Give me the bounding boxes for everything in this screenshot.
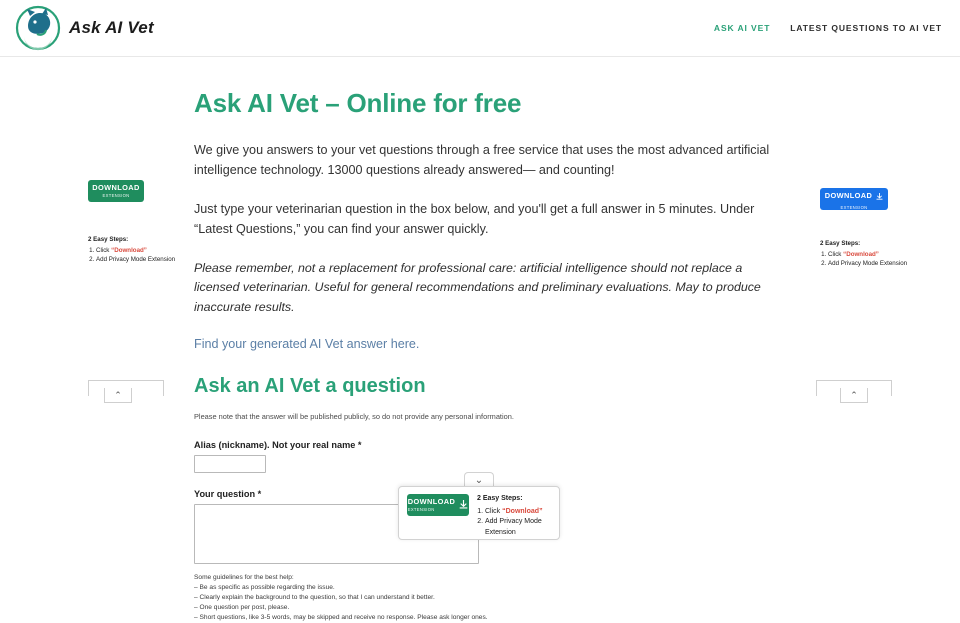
find-answer-link[interactable]: Find your generated AI Vet answer here.	[194, 336, 420, 351]
guideline-item: – Short questions, like 3-5 words, may be skipped and receive no response. Please ask longer ones.	[194, 613, 488, 621]
main-nav	[714, 23, 942, 33]
right-steps-heading: 2 Easy Steps:	[820, 240, 861, 247]
form-section-title: Ask an AI Vet a question	[194, 374, 426, 397]
privacy-note: Please note that the answer will be published publicly, so do not provide any personal information.	[194, 411, 514, 421]
intro-paragraph-2: Just type your veterinarian question in the box below, and you'll get a full answer in 5 minutes. Under “Latest Questions,” you can find your answer quickly.	[194, 202, 755, 236]
guideline-item: – Clearly explain the background to the question, so that I can understand it better.	[194, 593, 435, 601]
download-arrow-icon	[876, 188, 883, 204]
disclaimer-text: Please remember, not a replacement for professional care: artificial intelligence should not replace a licensed veterinarian. Useful for general recommendations and preliminary evaluations. May to produce inaccurate results.	[194, 261, 761, 314]
question-field-label: Your question *	[194, 489, 262, 500]
main-content	[194, 88, 772, 623]
popup-step-1-prefix: Click	[485, 507, 501, 515]
page-title: Ask AI Vet – Online for free	[194, 88, 522, 118]
guideline-item: – One question per post, please.	[194, 603, 290, 611]
popup-step-2: 2. Add Privacy Mode Extension	[485, 517, 551, 538]
right-step-2: 2. Add Privacy Mode Extension	[828, 260, 920, 269]
left-step-2: 2. Add Privacy Mode Extension	[96, 256, 184, 265]
popup-download-button[interactable]	[407, 494, 469, 516]
alias-input[interactable]	[194, 455, 266, 473]
left-download-button[interactable]	[88, 180, 144, 202]
alias-field-label: Alias (nickname). Not your real name *	[194, 440, 362, 451]
popup-steps-heading: 2 Easy Steps:	[477, 495, 523, 502]
logo[interactable]	[16, 6, 154, 50]
left-tray-expand-button[interactable]: ⌃	[104, 388, 132, 403]
bottom-extension-popup	[398, 486, 560, 540]
right-download-label: DOWNLOAD	[824, 191, 873, 201]
popup-download-sublabel: EXTENSION	[407, 506, 435, 512]
right-download-sublabel: EXTENSION	[840, 204, 868, 210]
left-steps-heading: 2 Easy Steps:	[88, 236, 129, 243]
left-steps	[88, 236, 184, 265]
brand-name: Ask AI Vet	[69, 18, 154, 37]
right-extension-promo	[820, 188, 920, 269]
left-step-1-quote: “Download”	[111, 246, 147, 254]
left-download-label: DOWNLOAD	[92, 183, 140, 193]
guidelines-block	[194, 573, 772, 622]
right-steps	[820, 240, 920, 269]
popup-step-1	[485, 507, 551, 518]
left-step-1	[96, 247, 184, 256]
left-extension-promo	[88, 180, 184, 265]
left-download-sublabel: EXTENSION	[102, 192, 130, 198]
nav-item-ask-ai-vet[interactable]: ASK AI VET	[713, 23, 771, 33]
right-step-1	[828, 251, 920, 260]
popup-collapse-button[interactable]: ⌄	[464, 472, 494, 488]
popup-steps	[477, 494, 551, 536]
download-arrow-icon	[459, 497, 468, 513]
guidelines-heading: Some guidelines for the best help:	[194, 574, 294, 582]
right-step-1-prefix: Click	[828, 250, 842, 258]
cat-dog-logo-icon	[16, 6, 60, 50]
right-download-button[interactable]	[820, 188, 888, 210]
left-step-1-prefix: Click	[96, 246, 110, 254]
intro-paragraph-1: We give you answers to your vet questions through a free service that uses the most advanced artificial intelligence technology. 13000 questions already answered— and counting!	[194, 143, 770, 177]
popup-download-label: DOWNLOAD	[407, 497, 456, 507]
site-header	[0, 0, 960, 57]
right-step-1-quote: “Download”	[843, 250, 879, 258]
nav-item-latest-questions[interactable]: LATEST QUESTIONS TO AI VET	[790, 23, 942, 33]
popup-step-1-quote: “Download”	[502, 507, 543, 515]
guideline-item: – Be as specific as possible regarding the issue.	[194, 583, 335, 591]
right-tray-expand-button[interactable]: ⌃	[840, 388, 868, 403]
